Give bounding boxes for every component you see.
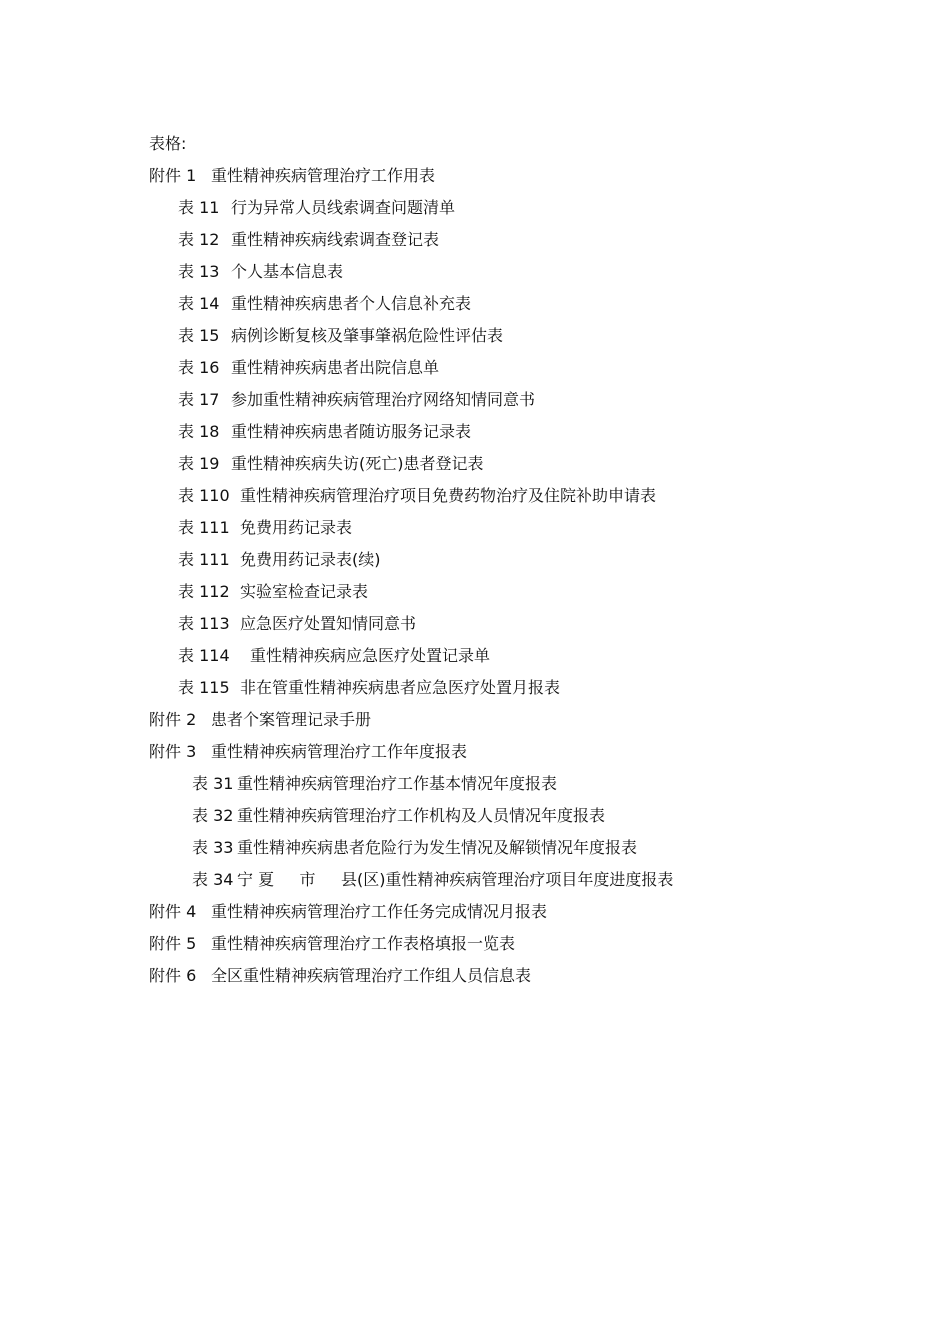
toc-item-table [0,352,950,384]
toc-item-title: 重性精神疾病线索调查登记表 [231,230,440,249]
toc-item-code: 表 31 [192,774,234,793]
toc-item-code: 表 111 [178,550,230,569]
toc-item-title: 重性精神疾病管理治疗工作基本情况年度报表 [237,774,558,793]
toc-item-table [0,256,950,288]
toc-item-code: 表 113 [178,614,230,633]
toc-item-code: 表 34 [192,870,234,889]
toc-item-code: 附件 6 [149,966,197,985]
toc-item-title: 应急医疗处置知情同意书 [240,614,417,633]
toc-item-code: 表 17 [178,390,220,409]
toc-item-title: 重性精神疾病患者出院信息单 [231,358,440,377]
toc-item-title: 非在管重性精神疾病患者应急医疗处置月报表 [240,678,561,697]
toc-item-table [0,416,950,448]
toc-item-table [0,768,950,800]
toc-item-table [0,320,950,352]
toc-item-table [0,672,950,704]
toc-item-title: 重性精神疾病管理治疗工作任务完成情况月报表 [211,902,548,921]
toc-item-attachment [0,896,950,928]
toc-item-title: 重性精神疾病患者随访服务记录表 [231,422,472,441]
toc-item-code: 表 18 [178,422,220,441]
toc-item-code: 附件 1 [149,166,197,185]
toc-item-title: 重性精神疾病管理治疗工作年度报表 [211,742,468,761]
toc-heading [0,128,950,160]
toc-item-code: 表 114 [178,646,230,665]
toc-item-title: 参加重性精神疾病管理治疗网络知情同意书 [231,390,536,409]
toc-item-table [0,224,950,256]
toc-item-attachment [0,736,950,768]
toc-item-code: 表 32 [192,806,234,825]
toc-item-table [0,576,950,608]
toc-item-code: 表 19 [178,454,220,473]
toc-item-title: 病例诊断复核及肇事肇祸危险性评估表 [231,326,504,345]
toc-item-table [0,288,950,320]
toc-item-title: 重性精神疾病管理治疗工作机构及人员情况年度报表 [237,806,606,825]
toc-item-title: 个人基本信息表 [231,262,344,281]
toc-item-code: 表 16 [178,358,220,377]
toc-item-title: 实验室检查记录表 [240,582,369,601]
toc-item-code: 表 12 [178,230,220,249]
toc-item-table [0,832,950,864]
toc-item-table [0,864,950,896]
toc-item-title: 重性精神疾病管理治疗工作表格填报一览表 [211,934,516,953]
toc-item-table [0,608,950,640]
toc-item-table [0,640,950,672]
toc-item-code: 附件 5 [149,934,197,953]
toc-item-title: 重性精神疾病患者个人信息补充表 [231,294,472,313]
toc-item-code: 附件 2 [149,710,197,729]
toc-item-title: 宁 夏 市 县(区)重性精神疾病管理治疗项目年度进度报表 [237,870,674,889]
toc-item-title: 免费用药记录表 [240,518,353,537]
toc-item-table [0,384,950,416]
toc-item-title: 重性精神疾病患者危险行为发生情况及解锁情况年度报表 [237,838,638,857]
toc-item-code: 表 33 [192,838,234,857]
toc-item-title: 重性精神疾病管理治疗工作用表 [211,166,436,185]
toc-item-code: 表 13 [178,262,220,281]
toc-item-attachment [0,960,950,992]
toc-item-code: 表 115 [178,678,230,697]
toc-item-table [0,800,950,832]
toc-item-attachment [0,160,950,192]
toc-item-code: 附件 4 [149,902,197,921]
table-of-contents [0,128,950,992]
toc-item-table [0,512,950,544]
toc-item-title: 重性精神疾病失访(死亡)患者登记表 [231,454,484,473]
toc-item-code: 表 11 [178,198,220,217]
toc-item-title: 重性精神疾病应急医疗处置记录单 [250,646,491,665]
toc-item-attachment [0,928,950,960]
toc-item-code: 附件 3 [149,742,197,761]
toc-item-attachment [0,704,950,736]
toc-item-code: 表 15 [178,326,220,345]
toc-item-code: 表 111 [178,518,230,537]
heading-text: 表格: [149,134,187,153]
toc-item-table [0,480,950,512]
toc-item-code: 表 110 [178,486,230,505]
toc-item-code: 表 14 [178,294,220,313]
toc-item-title: 行为异常人员线索调查问题清单 [231,198,456,217]
toc-item-table [0,448,950,480]
toc-item-table [0,544,950,576]
toc-item-title: 免费用药记录表(续) [240,550,381,569]
toc-item-code: 表 112 [178,582,230,601]
toc-item-title: 全区重性精神疾病管理治疗工作组人员信息表 [211,966,532,985]
toc-item-title: 患者个案管理记录手册 [211,710,372,729]
toc-item-table [0,192,950,224]
toc-item-title: 重性精神疾病管理治疗项目免费药物治疗及住院补助申请表 [240,486,657,505]
